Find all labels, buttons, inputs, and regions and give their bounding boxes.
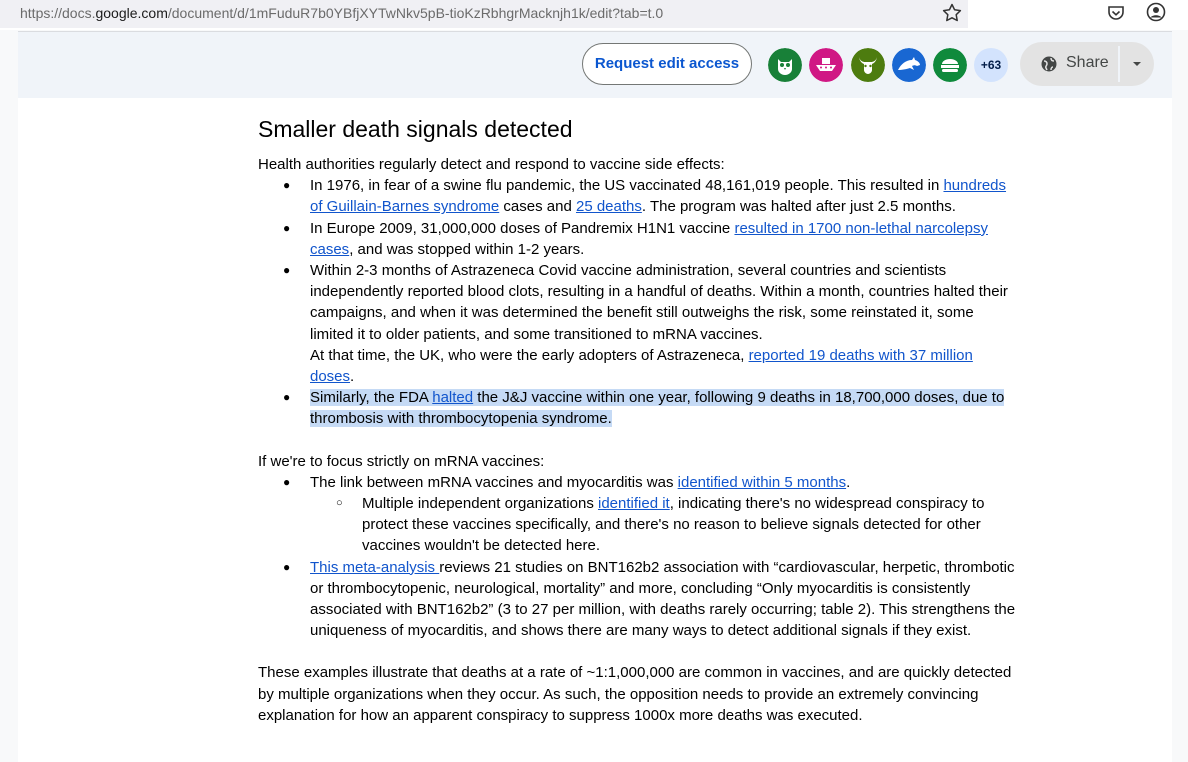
list-item-myocarditis [258,472,1018,557]
text-run: cases and [499,198,576,216]
text-run: Multiple independent organizations [362,495,598,513]
text-run: . The program was halted after just 2.5 months. [641,198,956,216]
url-text[interactable] [20,5,663,21]
text-run: In 1976, in fear of a swine flu pandemic, the US vaccinated 48,161,019 people. This resulted in [310,177,944,195]
share-label: Share [1066,54,1109,71]
mrna-intro-paragraph: If we're to focus strictly on mRNA vaccines: [258,452,545,470]
share-dropdown-button[interactable] [1120,42,1154,86]
conclusion-paragraph: These examples illustrate that deaths at a rate of ~1:1,000,000 are common in vaccines, and are quickly detected by multiple organizations when they occur. As such, the opposition needs to provide an extremely convincing explanation for how an apparent conspiracy to suppress 1000x more deaths was executed. [258,664,1012,724]
link-meta-analysis[interactable]: This meta-analysis [310,558,440,576]
list-item-astrazeneca [258,260,1018,387]
link-identified-within-5-months[interactable]: identified within 5 months [677,473,847,491]
url-path: /document/d/1mFuduR7b0YBfjXYTwNkv5pB-tioKzRbhgrMacknjh1k/edit?tab=t.0 [167,5,664,21]
collaborator-avatar-boat[interactable] [809,48,843,82]
text-run: . [350,368,355,386]
blank-line [258,641,1018,662]
text-run: the J&J vaccine within one year, following 9 deaths in 18,700,000 doses, due to thrombosis with thrombocytopenia syndrome. [310,389,1005,428]
address-bar[interactable] [0,0,968,28]
list-item-jj-halted [258,387,1018,429]
link-guillain-barre[interactable]: hundreds of Guillain-Barnes syndrome [310,177,1007,216]
text-run: In Europe 2009, 31,000,000 doses of Pandremix H1N1 vaccine [310,219,735,237]
highlighted-selection [310,389,1004,427]
more-collaborators-count[interactable]: +63 [974,48,1008,82]
link-halted[interactable]: halted [432,389,474,407]
bookmark-star-icon[interactable] [940,1,964,25]
text-run: The link between mRNA vaccines and myocarditis was [310,473,678,491]
url-domain: google.com [95,5,168,21]
text-run: Within 2-3 months of Astrazeneca Covid vaccine administration, several countries and scientists independently reported blood clots, resulting in a handful of deaths. Within a month, countries halted their campaigns, and when it was determined the benefit still outweighs the risk, some reinstated it, some limited it to older patients, and some transitioned to mRNA vaccines. [310,262,1008,343]
dolphin-icon [892,48,926,82]
pocket-icon[interactable] [1105,2,1127,24]
owl-icon [768,48,802,82]
document-body[interactable] [258,115,1018,726]
examples-list [258,175,1018,429]
link-narcolepsy-cases[interactable]: resulted in 1700 non-lethal narcolepsy cases [310,219,988,258]
url-prefix: https://docs. [20,5,96,21]
section-heading: Smaller death signals detected [258,116,573,142]
text-run: , indicating there's no widespread conspiracy to protect these vaccines specifically, and there's no reason to believe signals detected for other vaccines wouldn't be detected here. [362,495,985,555]
collaborator-avatar-cake[interactable] [933,48,967,82]
link-uk-19-deaths[interactable]: reported 19 deaths with 37 million doses [310,346,973,386]
text-run: reviews 21 studies on BNT162b2 association with “cardiovascular, herpetic, thrombotic or thrombocytopenic, neurological, mortality” and more, concluding “Only myocarditis is consistently associated with BNT162b2” (3 to 27 per million, with deaths rarely occurring; table 2). This strengthens the uniqueness of myocarditis, and shows there are many ways to detect additional signals if they exist. [310,558,1016,640]
share-button[interactable] [1020,42,1118,86]
collaborator-avatar-ox[interactable] [851,48,885,82]
list-item-meta-analysis [258,557,1018,642]
list-item-pandemrix [258,218,1018,260]
cake-icon [933,48,967,82]
link-25-deaths[interactable]: 25 deaths [575,198,642,216]
blank-line [258,430,1018,451]
list-item-independent-orgs [310,493,1018,557]
share-button-group [1020,42,1154,86]
request-edit-access-button[interactable]: Request edit access [582,43,752,85]
browser-toolbar [0,0,1188,30]
account-icon[interactable] [1145,1,1167,23]
list-item-1976-swine-flu [258,175,1018,217]
collaborator-avatar-dolphin[interactable] [892,48,926,82]
text-run: . [846,473,851,491]
ox-icon [851,48,885,82]
text-run: , and was stopped within 1-2 years. [349,240,585,258]
link-identified-it[interactable]: identified it [598,495,670,513]
caret-down-icon [1131,60,1143,68]
nested-list [310,493,1018,557]
text-run: At that time, the UK, who were the early adopters of Astrazeneca, [310,346,749,364]
boat-icon [809,48,843,82]
globe-icon [1040,55,1058,73]
mrna-list [258,472,1018,642]
intro-paragraph: Health authorities regularly detect and respond to vaccine side effects: [258,156,725,173]
text-run: Similarly, the FDA [310,389,433,407]
collaborator-avatar-owl[interactable] [768,48,802,82]
